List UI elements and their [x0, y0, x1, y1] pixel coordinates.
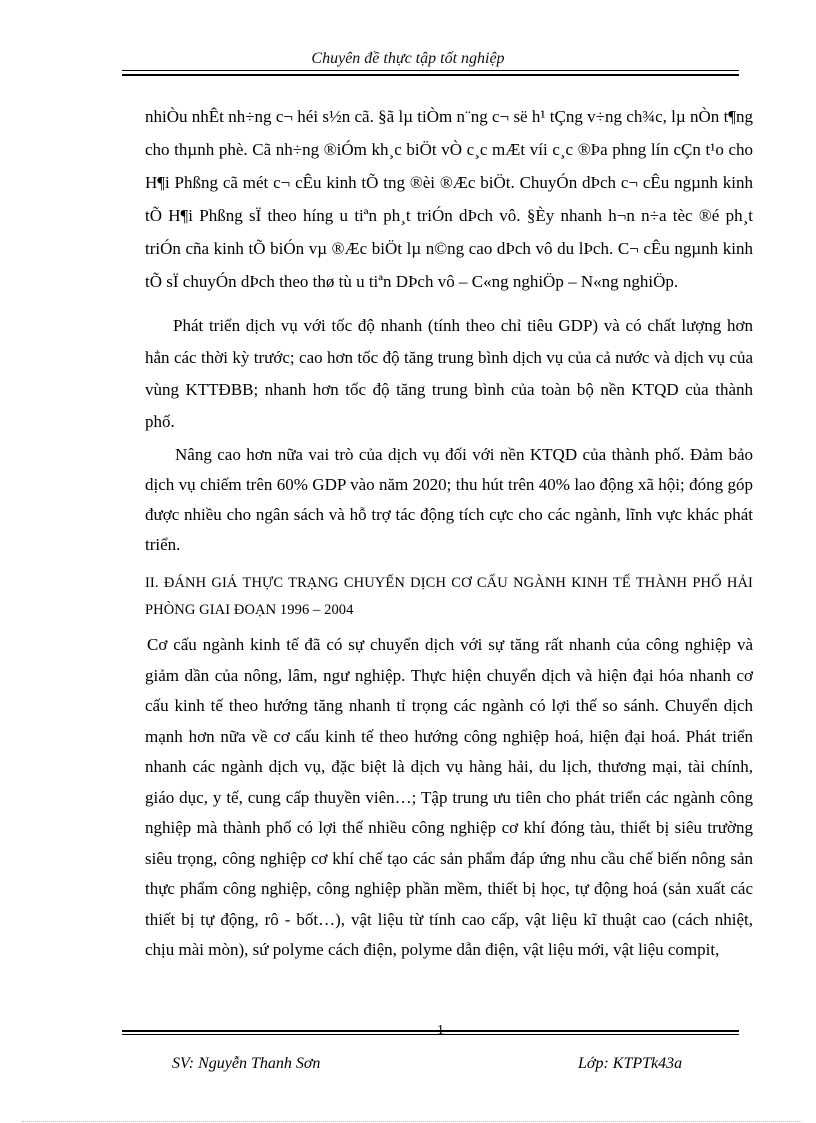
page-header-title: Chuyên đề thực tập tốt nghiệp [311, 50, 505, 67]
page-number: 1 [437, 1023, 444, 1038]
footer-rule-thin [122, 1034, 739, 1035]
page-bottom-edge [22, 1121, 802, 1122]
footer-rule-thick [122, 1030, 739, 1032]
section-paragraph: Cơ cấu ngành kinh tế đã có sự chuyển dịch với sự tăng rất nhanh của công nghiệp và giảm dần của nông, lâm, ngư nghiệp. Thực hiện chuyển dịch và hiện đại hóa nhanh cơ cấu kinh tế theo hướng tăng nhanh tỉ trọng các ngành có lợi thế so sánh. Chuyển dịch mạnh hơn nữa về cơ cấu kinh tế theo hướng công nghiệp hoá, hiện đại hoá. Phát triển nhanh các ngành dịch vụ, đặc biệt là dịch vụ hàng hải, du lịch, thương mại, tài chính, giáo dục, y tế, cung cấp thuyền viên…; Tập trung ưu tiên cho phát triển các ngành công nghiệp mà thành phố có lợi thế nhiều công nghiệp cơ khí đóng tàu, thiết bị siêu trường siêu trọng, công nghiệp cơ khí chế tạo các sản phẩm đáp ứng nhu cầu chế biến nông sản thực phẩm công nghiệp, công nghiệp phần mềm, thiết bị học, tự động hoá (sản xuất các thiết bị tự động, rô - bốt…), vật liệu từ tính cao cấp, vật liệu kĩ thuật cao (cách nhiệt, chịu mài mòn), sứ polyme cách điện, polyme dẫn điện, vật liệu mới, vật liệu compit, [145, 635, 753, 959]
header-rule-thick [122, 74, 739, 76]
paragraph-service-role: Nâng cao hơn nữa vai trò của dịch vụ đối với nền KTQD của thành phố. Đảm bảo dịch vụ chiếm trên 60% GDP vào năm 2020; thu hút trên 40% lao động xã hội; đóng góp được nhiều cho ngân sách và hỗ trợ tác động tích cực cho các ngành, lĩnh vực khác phát triển. [145, 445, 753, 554]
header-rule-thin [122, 70, 739, 71]
document-body [145, 100, 753, 966]
footer-class-label: Lớp: KTPTk43a [578, 1055, 683, 1072]
section-heading: II. ĐÁNH GIÁ THỰC TRẠNG CHUYỂN DỊCH CƠ CẤU NGÀNH KINH TẾ THÀNH PHỐ HẢI PHÒNG GIAI ĐOẠN 1996 – 2004 [145, 575, 753, 618]
footer-student-name: SV: Nguyễn Thanh Sơn [172, 1055, 321, 1072]
paragraph-legacy-font: nhiÒu nhÊt nh÷ng c¬ héi s½n cã. §ã lµ tiÒm n¨ng c¬ së h¹ tÇng v÷ng ch¾c, lµ nÒn t¶ng cho thµnh phè. Cã nh÷ng ®iÓm kh¸c biÖt vÒ c¸c mÆt víi c¸c ®Þa phng lín cÇn t¹o cho H¶i Phßng cã mét c¬ cÊu kinh tÕ tng ®èi ®Æc biÖt. ChuyÓn dÞch c¬ cÊu ngµnh kinh tÕ H¶i Phßng sÏ theo híng u tiªn ph¸t triÓn dÞch vô. §Èy nhanh h¬n n÷a tèc ®é ph¸t triÓn cña kinh tÕ biÓn vµ ®Æc biÖt lµ n©ng cao dÞch vô du lÞch. C¬ cÊu ngµnh kinh tÕ sÏ chuyÓn dÞch theo thø tù u tiªn DÞch vô – C«ng nghiÖp – N«ng nghiÖp. [145, 107, 753, 291]
paragraph-service-growth: Phát triển dịch vụ với tốc độ nhanh (tính theo chỉ tiêu GDP) và có chất lượng hơn hẳn các thời kỳ trước; cao hơn tốc độ tăng trung bình dịch vụ của cả nước và dịch vụ của vùng KTTĐBB; nhanh hơn tốc độ tăng trung bình của toàn bộ nền KTQD của thành phố. [145, 316, 753, 431]
